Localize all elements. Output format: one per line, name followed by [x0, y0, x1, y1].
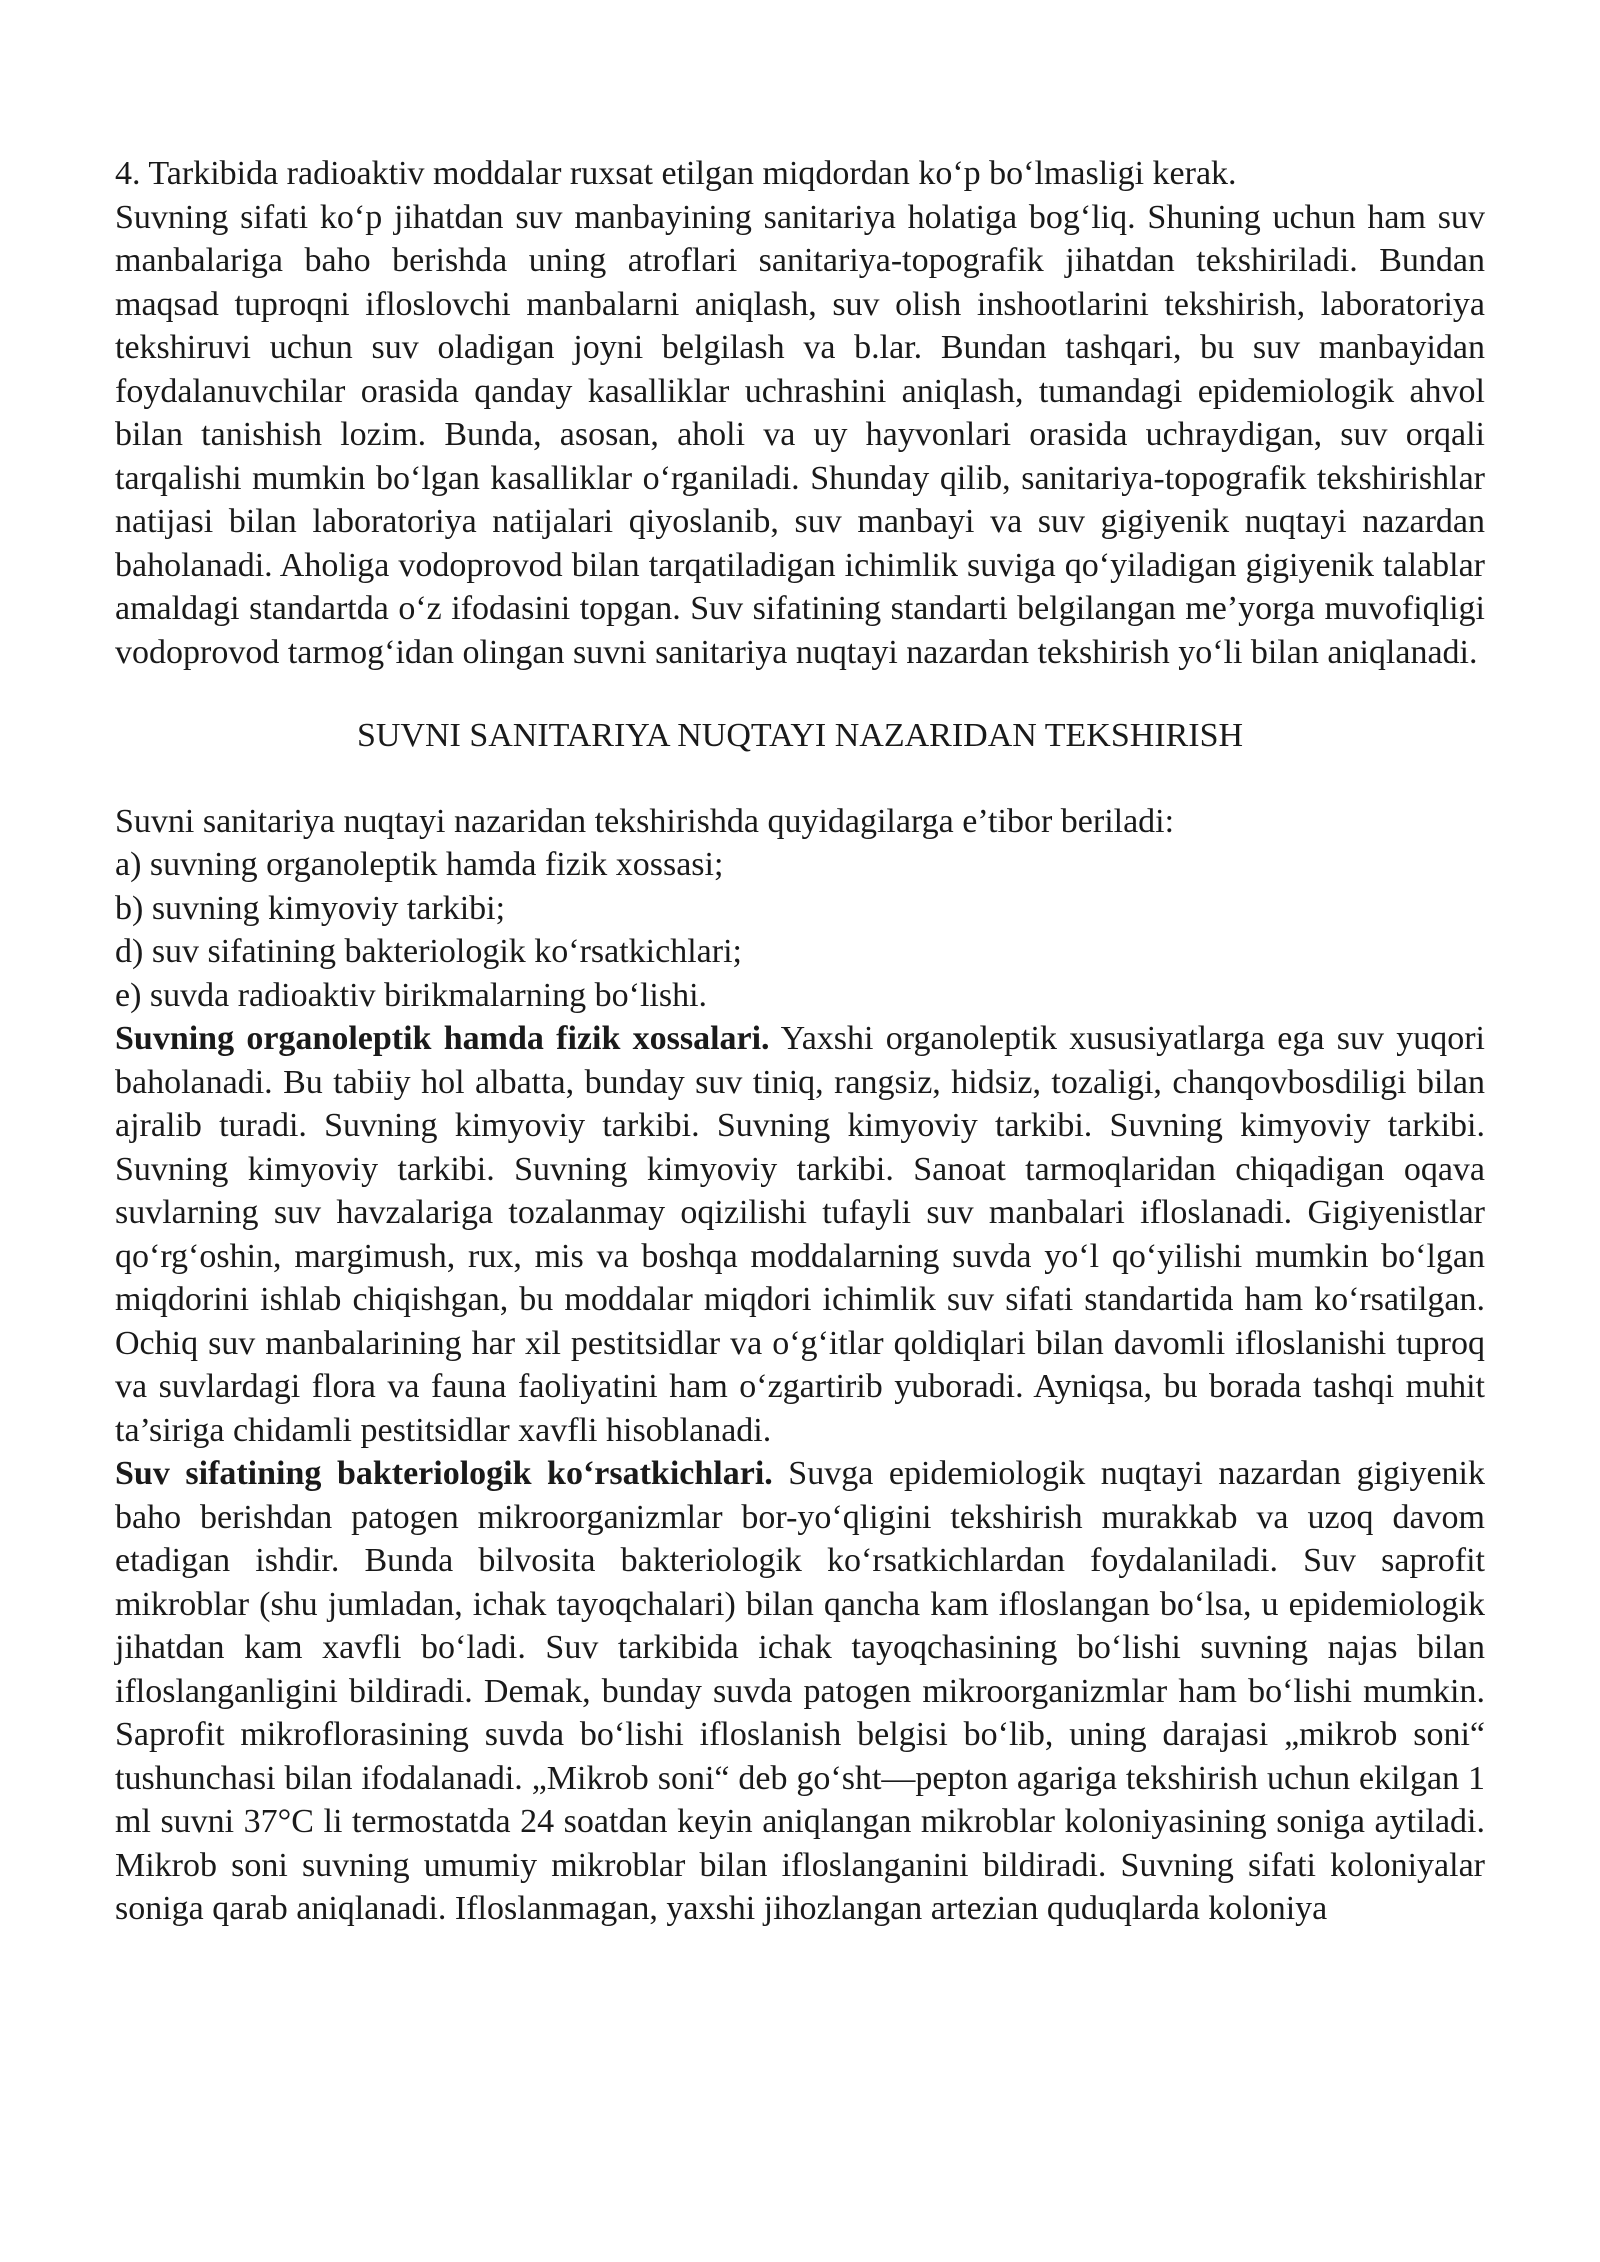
- paragraph-bacteriological-body: Suvga epidemiologik nuqtayi nazardan gigiyenik baho berishdan patogen mikroorganizmlar bor-yoʻqligini tekshirish murakkab va uzoq davom etadigan ishdir. Bunda bilvosita bakteriologik koʻrsatkichlardan foydalaniladi. Suv saprofit mikroblar (shu jumladan, ichak tayoqchalari) bilan qancha kam ifloslangan boʻlsa, u epidemiologik jihatdan kam xavfli boʻladi. Suv tarkibida ichak tayoqchasining boʻlishi suvning najas bilan ifloslanganligini bildiradi. Demak, bunday suvda patogen mikroorganizmlar ham boʻlishi mumkin. Saprofit mikroflorasining suvda boʻlishi ifloslanish belgisi boʻlib, uning darajasi „mikrob soni“ tushunchasi bilan ifodalanadi. „Mikrob soni“ deb goʻsht—pepton agariga tekshirish uchun ekilgan 1 ml suvni 37°C li termostatda 24 soatdan keyin aniqlangan mikroblar koloniyasining soniga aytiladi. Mikrob soni suvning umumiy mikroblar bilan ifloslanganini bildiradi. Suvning sifati koloniyalar soniga qarab aniqlanadi. Ifloslanmagan, yaxshi jihozlangan artezian quduqlarda koloniya: [115, 1455, 1485, 1927]
- section-heading: SUVNI SANITARIYA NUQTAYI NAZARIDAN TEKSHIRISH: [356, 717, 1244, 754]
- list-item-e: e) suvda radioaktiv birikmalarning boʻlishi.: [115, 976, 708, 1014]
- paragraph-bacteriological-title: Suv sifatining bakteriologik koʻrsatkichlari.: [115, 1455, 773, 1492]
- paragraph-bacteriological: [115, 1452, 1485, 1931]
- list-item-4: 4. Tarkibida radioaktiv moddalar ruxsat etilgan miqdordan koʻp boʻlmasligi kerak.: [115, 155, 1237, 192]
- paragraph-water-quality: Suvning sifati koʻp jihatdan suv manbayining sanitariya holatiga bogʻliq. Shuning uchun ham suv manbalariga baho berishda uning atroflari sanitariya-topografik jihatdan tekshiriladi. Bundan maqsad tuproqni ifloslovchi manbalarni aniqlash, suv olish inshootlarini tekshirish, laboratoriya tekshiruvi uchun suv oladigan joyni belgilash va b.lar. Bundan tashqari, bu suv manbayidan foydalanuvchilar orasida qanday kasalliklar uchrashini aniqlash, tumandagi epidemiologik ahvol bilan tanishish lozim. Bunda, asosan, aholi va uy hayvonlari orasida uchraydigan, suv orqali tarqalishi mumkin boʻlgan kasalliklar oʻrganiladi. Shunday qilib, sanitariya-topografik tekshirishlar natijasi bilan laboratoriya natijalari qiyoslanib, suv manbayi va suv gigiyenik nuqtayi nazardan baholanadi. Aholiga vodoprovod bilan tarqatiladigan ichimlik suviga qoʻyiladigan gigiyenik talablar amaldagi standartda oʻz ifodasini topgan. Suv sifatining standarti belgilangan me’yorga muvofiqligi vodoprovod tarmogʻidan olingan suvni sanitariya nuqtayi nazardan tekshirish yoʻli bilan aniqlanadi.: [115, 198, 1485, 671]
- paragraph-organoleptic: [115, 1017, 1485, 1452]
- paragraph-organoleptic-body: Yaxshi organoleptik xususiyatlarga ega suv yuqori baholanadi. Bu tabiiy hol albatta, bunday suv tiniq, rangsiz, hidsiz, tozaligi, chanqovbosdiligi bilan ajralib turadi. Suvning kimyoviy tarkibi. Suvning kimyoviy tarkibi. Suvning kimyoviy tarkibi. Suvning kimyoviy tarkibi. Suvning kimyoviy tarkibi. Sanoat tarmoqlaridan chiqadigan oqava suvlarning suv havzalariga tozalanmay oqizilishi tufayli suv manbalari ifloslanadi. Gigiyenistlar qoʻrgʻoshin, margimush, rux, mis va boshqa moddalarning suvda yoʻl qoʻyilishi mumkin boʻlgan miqdorini ishlab chiqishgan, bu moddalar miqdori ichimlik suv sifati standartida ham koʻrsatilgan. Ochiq suv manbalarining har xil pestitsidlar va oʻgʻitlar qoldiqlari bilan davomli ifloslanishi tuproq va suvlardagi flora va fauna faoliyatini ham oʻzgartirib yuboradi. Ayniqsa, bu borada tashqi muhit ta’siriga chidamli pestitsidlar xavfli hisoblanadi.: [115, 1020, 1485, 1449]
- intro-paragraph: Suvni sanitariya nuqtayi nazaridan tekshirishda quyidagilarga e’tibor beriladi:: [115, 802, 1175, 840]
- document-page: [115, 152, 1485, 1931]
- paragraph-organoleptic-title: Suvning organoleptik hamda fizik xossalari.: [115, 1020, 770, 1057]
- list-item-b: b) suvning kimyoviy tarkibi;: [115, 889, 506, 927]
- list-item-d: d) suv sifatining bakteriologik koʻrsatkichlari;: [115, 933, 742, 970]
- list-item-a: a) suvning organoleptik hamda fizik xossasi;: [115, 846, 724, 883]
